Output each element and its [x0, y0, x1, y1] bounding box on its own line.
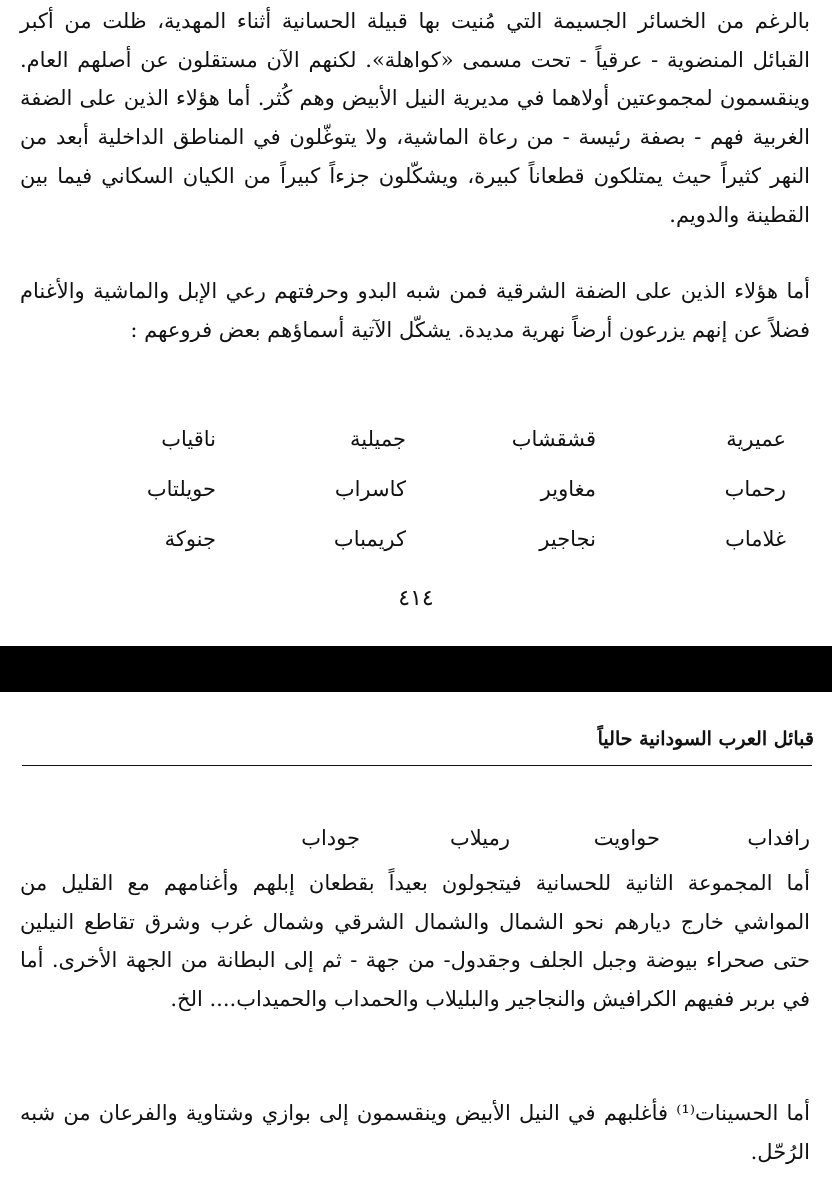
header-rule	[22, 765, 812, 766]
branch-name: نجاجير	[539, 527, 596, 551]
branch-names-continued	[110, 826, 810, 850]
branch-names-row	[26, 414, 786, 464]
branch-name: حواويت	[593, 826, 660, 850]
branch-name: مغاوير	[540, 477, 596, 501]
branch-name: ناقياب	[161, 427, 216, 451]
branch-name: جوداب	[301, 826, 360, 850]
branch-name: غلاماب	[725, 527, 786, 551]
paragraph-hassaniya-intro: بالرغم من الخسائر الجسيمة التي مُنيت بها قبيلة الحسانية أثناء المهدية، ظلت من أكبر القبائل المنضوية - عرقياً - تحت مسمى «كواهلة». لكنهم الآن مستقلون عن أصلهم العام. وينقسمون لمجموعتين أولاهما في مديرية النيل الأبيض وهم كُثر. أما هؤلاء الذين على الضفة الغربية فهم - بصفة رئيسة - من رعاة الماشية، ولا يتوغّلون في المناطق الداخلية أبعد من النهر كثيراً حيث يمتلكون قطعاناً كبيرة، ويشكّلون جزءاً كبيراً من الكيان السكاني فيما بين القطينة والدويم.	[20, 9, 811, 227]
branch-name: كاسراب	[334, 477, 406, 501]
branch-names-row	[26, 464, 786, 514]
branch-names-row	[26, 514, 786, 564]
bottom-page	[0, 692, 832, 1200]
branch-name: كريمباب	[333, 527, 406, 551]
branch-name: حويلتاب	[146, 477, 216, 501]
page-number: ٤١٤	[398, 586, 434, 611]
page-divider-band	[0, 646, 832, 692]
branch-name: جميلية	[349, 427, 406, 451]
branch-name: جنوكة	[164, 527, 216, 551]
paragraph-second-group: أما المجموعة الثانية للحسانية فيتجولون بعيداً بقطعان إبلهم وأغنامهم مع القليل من المواشي خارج ديارهم نحو الشمال والشمال الشرقي وشمال غرب وشرق تقاطع النيلين حتى صحراء بيوضة وجبل الجلف وجقدول- من جهة - ثم إلى البطانة من الجهة الأخرى. أما في بربر ففيهم الكرافيش والنجاجير والبليلاب والحمداب والحميداب.... الخ.	[20, 871, 810, 1012]
branch-name: قشقشاب	[511, 427, 596, 451]
branch-name: رافداب	[747, 826, 810, 850]
branch-names-table	[26, 414, 786, 564]
paragraph-husaynat: أما الحسينات⁽¹⁾ فأغلبهم في النيل الأبيض وينقسمون إلى بوازي وشتاوية والفرعان من شبه الرُحّل.	[20, 1101, 810, 1164]
branch-name: عميرية	[726, 427, 786, 451]
running-header: قبائل العرب السودانية حالياً	[597, 728, 814, 750]
branch-name: رحماب	[724, 477, 786, 501]
branch-name: رميلاب	[449, 826, 510, 850]
paragraph-east-bank: أما هؤلاء الذين على الضفة الشرقية فمن شبه البدو وحرفتهم رعي الإبل والماشية والأغنام فضلاً عن إنهم يزرعون أرضاً نهرية مديدة. يشكّل الآتية أسماؤهم بعض فروعهم :	[20, 279, 810, 342]
